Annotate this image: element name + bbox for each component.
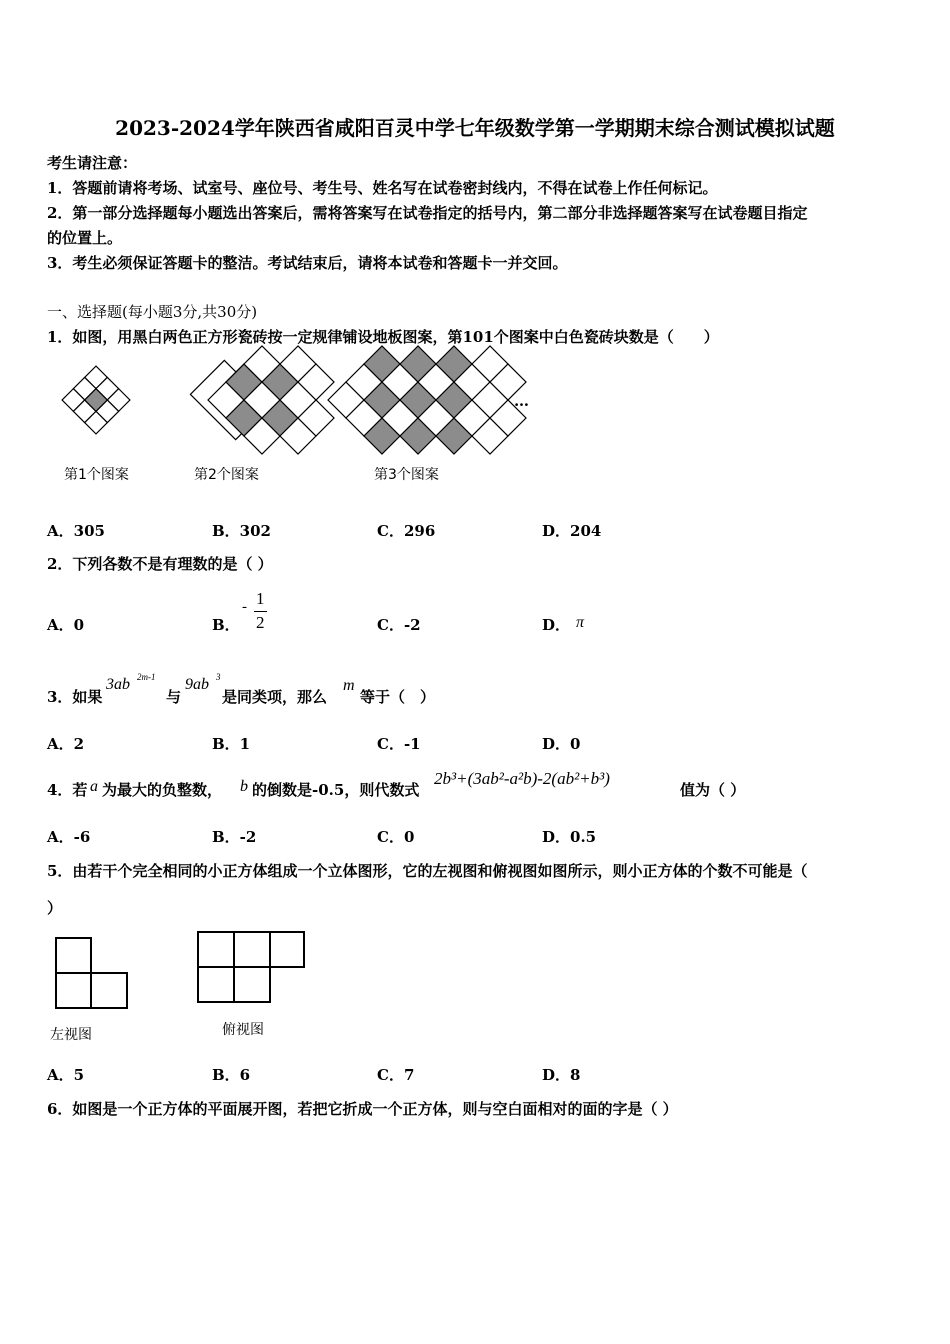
q3-option-d[interactable]: D．0 <box>542 735 581 753</box>
left-view-cell <box>91 973 127 1008</box>
q4-option-d[interactable]: D．0.5 <box>542 828 597 846</box>
notice-item-3: 3．考生必须保证答题卡的整洁。考试结束后，请将本试卷和答题卡一并交回。 <box>47 254 568 272</box>
page-title: 2023-2024学年陕西省咸阳百灵中学七年级数学第一学期期末综合测试模拟试题 <box>115 116 835 140</box>
notice-item-1: 1．答题前请将考场、试室号、座位号、考生号、姓名写在试卷密封线内，不得在试卷上作任何标记。 <box>47 179 718 197</box>
q4-text2: 的倒数是-0.5，则代数式 <box>252 781 420 799</box>
q3-term2-exponent: 3 <box>216 672 221 682</box>
q2-stem: 2．下列各数不是有理数的是（ ） <box>47 555 273 573</box>
q2-option-a[interactable]: A．0 <box>47 616 85 634</box>
q5-view-figures <box>50 930 330 1010</box>
top-view-cell <box>198 932 234 967</box>
q4-option-c[interactable]: C．0 <box>377 828 415 846</box>
q2-fraction-sign: - <box>242 599 247 615</box>
q4-var-b: b <box>240 778 248 795</box>
q2-fraction-numerator: 1 <box>256 589 265 608</box>
q1-stem: 1．如图，用黑白两色正方形瓷砖按一定规律铺设地板图案，第101个图案中白色瓷砖块数是（ ） <box>47 328 719 346</box>
section-heading: 一、选择题(每小题3分,共30分) <box>47 303 258 321</box>
q5-stem-line1: 5．由若干个完全相同的小正方体组成一个立体图形，它的左视图和俯视图如图所示，则小正方体的个数不可能是（ <box>47 862 808 880</box>
notice-heading: 考生请注意： <box>47 154 138 172</box>
q2-fraction-bar <box>254 611 267 612</box>
q1-figure-label-1: 第1个图案 <box>64 467 129 483</box>
q5-option-c[interactable]: C．7 <box>377 1066 415 1084</box>
q5-stem-line2: ） <box>47 899 63 917</box>
q4-suffix: 值为（ ） <box>680 781 746 799</box>
top-view-cell <box>270 932 304 967</box>
q4-option-b[interactable]: B．-2 <box>212 828 257 846</box>
q3-term1: 3ab <box>106 676 130 693</box>
q5-label-top-view: 俯视图 <box>222 1022 264 1038</box>
q3-mid: 与 <box>166 688 182 706</box>
q3-term1-exponent: 2m-1 <box>137 672 156 682</box>
q2-option-c[interactable]: C．-2 <box>377 616 421 634</box>
q5-option-a[interactable]: A．5 <box>47 1066 85 1084</box>
q3-prefix: 3．如果 <box>47 688 103 706</box>
q4-expression: 2b³+(3ab²-a²b)-2(ab²+b³) <box>434 769 610 788</box>
notice-item-2-cont: 的位置上。 <box>47 229 123 247</box>
q2-option-d[interactable]: D． <box>542 616 571 634</box>
q1-ellipsis: … <box>514 392 529 410</box>
q5-option-b[interactable]: B．6 <box>212 1066 251 1084</box>
q4-option-a[interactable]: A．-6 <box>47 828 91 846</box>
q4-text1: 为最大的负整数， <box>102 781 223 799</box>
q6-stem: 6．如图是一个正方体的平面展开图，若把它折成一个正方体，则与空白面相对的面的字是（ ） <box>47 1100 678 1118</box>
q1-option-c[interactable]: C．296 <box>377 522 436 540</box>
q3-option-a[interactable]: A．2 <box>47 735 85 753</box>
q3-suffix1: 是同类项，那么 <box>222 688 328 706</box>
q5-option-d[interactable]: D．8 <box>542 1066 581 1084</box>
q1-option-b[interactable]: B．302 <box>212 522 271 540</box>
q2-pi-symbol: π <box>576 614 585 631</box>
q1-option-a[interactable]: A．305 <box>47 522 105 540</box>
top-view-cell <box>234 967 270 1002</box>
q2-fraction-denominator: 2 <box>256 613 265 632</box>
notice-item-2: 2．第一部分选择题每小题选出答案后，需将答案写在试卷指定的括号内，第二部分非选择题答案写在试卷题目指定 <box>47 204 808 222</box>
q2-option-b[interactable]: B． <box>212 616 240 634</box>
top-view-cell <box>234 932 270 967</box>
q5-label-left-view: 左视图 <box>50 1027 92 1043</box>
left-view-cell <box>56 938 91 973</box>
q3-term2: 9ab <box>185 676 209 693</box>
q3-var-m: m <box>343 677 355 694</box>
q3-suffix2: 等于（ ） <box>360 688 436 706</box>
q3-option-b[interactable]: B．1 <box>212 735 251 753</box>
q1-figure-label-3: 第3个图案 <box>374 467 439 483</box>
q4-var-a: a <box>90 778 98 795</box>
top-view-cell <box>198 967 234 1002</box>
q3-option-c[interactable]: C．-1 <box>377 735 421 753</box>
q4-prefix: 4．若 <box>47 781 88 799</box>
q1-figure-label-2: 第2个图案 <box>194 467 259 483</box>
left-view-cell <box>56 973 91 1008</box>
q1-option-d[interactable]: D．204 <box>542 522 602 540</box>
